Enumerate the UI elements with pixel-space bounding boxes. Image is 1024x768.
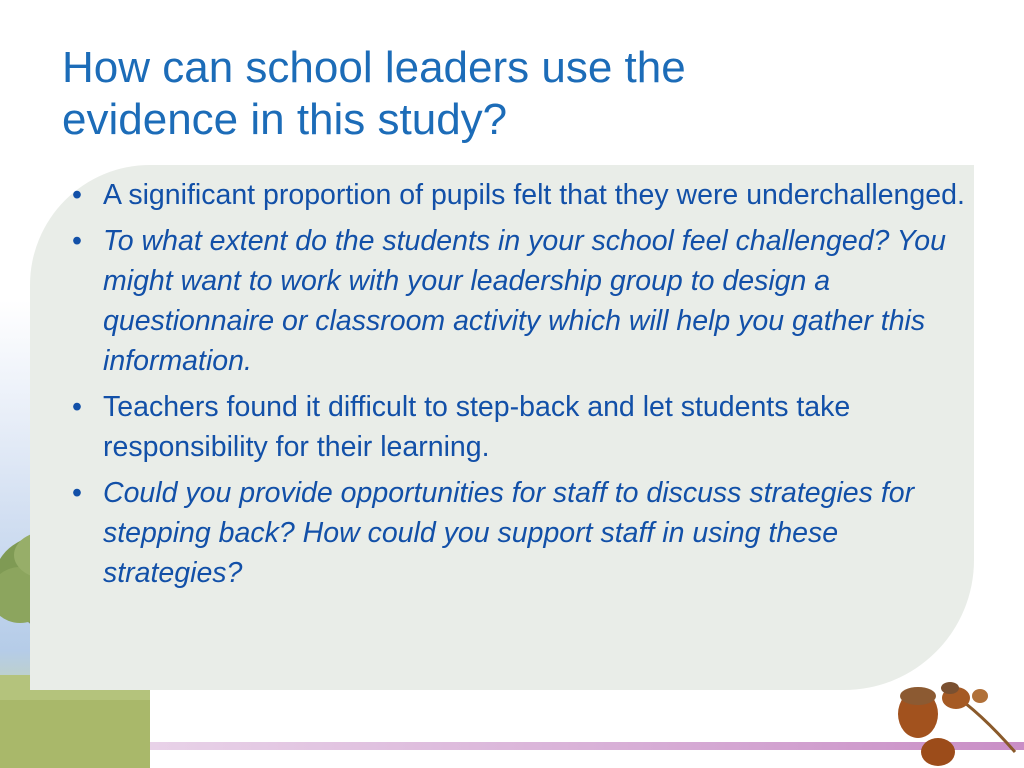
- bullet-text: Teachers found it difficult to step-back and let students take responsibility for their learning.: [103, 391, 851, 463]
- bullet-list: [60, 175, 975, 599]
- bullet-item: [60, 175, 975, 215]
- bullet-glyph: •: [72, 391, 82, 423]
- bullet-item: [60, 221, 975, 381]
- bullet-glyph: •: [72, 179, 82, 211]
- acorns-image: [880, 672, 1024, 768]
- bullet-text: To what extent do the students in your school feel challenged? You might want to work with your leadership group to design a questionnaire or classroom activity which will help you gather this information.: [103, 225, 946, 377]
- bullet-glyph: •: [72, 477, 82, 509]
- bullet-item: [60, 387, 975, 467]
- bullet-glyph: •: [72, 225, 82, 257]
- bullet-text: A significant proportion of pupils felt that they were underchallenged.: [103, 179, 965, 211]
- bullet-item: [60, 473, 975, 593]
- bullet-text: Could you provide opportunities for staff to discuss strategies for stepping back? How could you support staff in using these strategies?: [103, 477, 915, 589]
- slide-title: How can school leaders use the evidence in this study?: [62, 43, 686, 144]
